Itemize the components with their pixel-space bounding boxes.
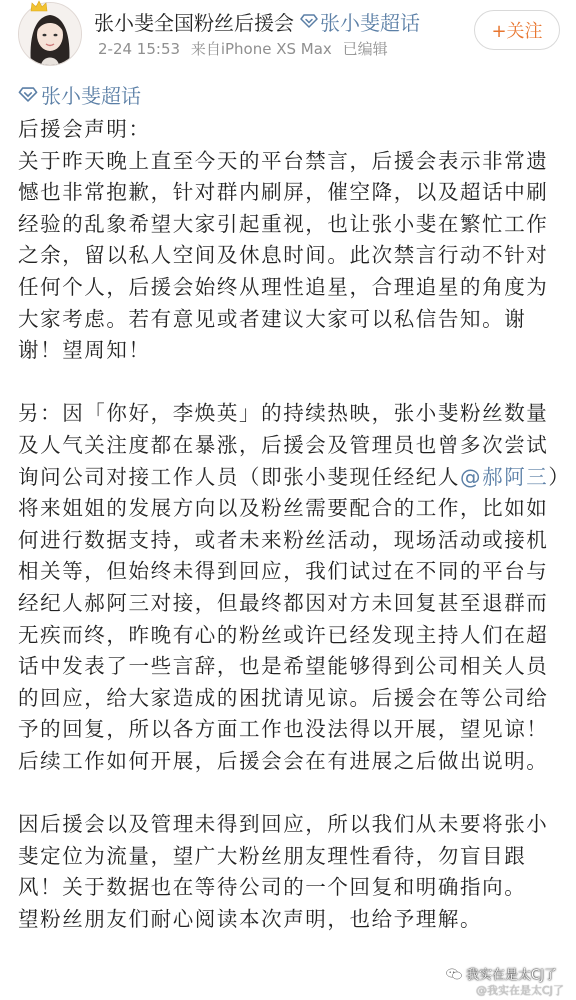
follow-button[interactable]: +关注	[474, 10, 560, 50]
mention-link[interactable]: @郝阿三	[460, 464, 549, 489]
source-device: 来自iPhone XS Max	[190, 40, 332, 58]
watermark-sub: @我实在是太CJ了	[476, 984, 564, 997]
paragraph-2-part-1: 另：因「你好，李焕英」的持续热映，张小斐粉丝数量及人气关注度都在暴涨，后援会及管理员也曾多次尝试询问公司对接工作人员（即张小斐现任经纪人	[18, 401, 549, 489]
edited-label[interactable]: 已编辑	[342, 40, 388, 58]
post-topic-label: 张小斐超话	[41, 84, 141, 108]
blank-line	[18, 367, 566, 399]
post-topic-link[interactable]	[18, 80, 141, 109]
paragraph-1: 关于昨天晚上直至今天的平台禁言，后援会表示非常遗憾也非常抱歉，针对群内刷屏，催空降，以及超话中刷经验的乱象希望大家引起重视，也让张小斐在繁忙工作之余，留以私人空间及休息时间。此次禁言行动不针对任何个人，后援会始终从理性追星，合理追星的角度为大家考虑。若有意见或者建议大家可以私信告知。谢谢！望周知！	[18, 148, 549, 363]
avatar-portrait	[19, 3, 81, 65]
diamond-icon	[300, 14, 318, 28]
watermark-text: 我实在是太CJ了	[466, 968, 557, 983]
topic-link-label: 张小斐超话	[320, 10, 420, 35]
post-meta	[98, 38, 394, 59]
author-name[interactable]: 张小斐全国粉丝后援会	[94, 10, 294, 35]
crown-icon	[30, 0, 48, 12]
post-body	[18, 114, 566, 935]
blank-line	[18, 777, 566, 809]
topic-link[interactable]	[300, 7, 420, 36]
paragraph-3: 因后援会以及管理未得到回应，所以我们从未要将张小斐定位为流量，望广大粉丝朋友理性看待，勿盲目跟风！关于数据也在等待公司的一个回复和明确指向。	[18, 812, 549, 900]
statement-title: 后援会声明：	[18, 117, 151, 141]
post-header	[0, 0, 576, 70]
wechat-icon	[446, 968, 462, 980]
paragraph-4: 望粉丝朋友们耐心阅读本次声明，也给予理解。	[18, 906, 483, 931]
watermark	[446, 964, 557, 983]
paragraph-2	[18, 398, 566, 777]
paragraph-2-part-2: ）将来姐姐的发展方向以及粉丝需要配合的工作，比如如何进行数据支持，或者未来粉丝活动，现场活动或接机相关等，但始终未得到回应，我们试过在不同的平台与经纪人郝阿三对接，但最终都因对方未回复甚至退群而无疾而终，昨晚有心的粉丝或许已经发现主持人们在超话中发表了一些言辞，也是希望能够得到公司相关人员的回应，给大家造成的困扰请见谅。后援会在等公司给予的回复，所以各方面工作也没法得以开展，望见谅！后续工作如何开展，后援会会在有进展之后做出说明。	[18, 464, 561, 773]
author-row	[94, 6, 420, 36]
avatar[interactable]	[18, 2, 82, 66]
timestamp: 2-24 15:53	[98, 40, 181, 58]
diamond-icon	[18, 87, 38, 102]
